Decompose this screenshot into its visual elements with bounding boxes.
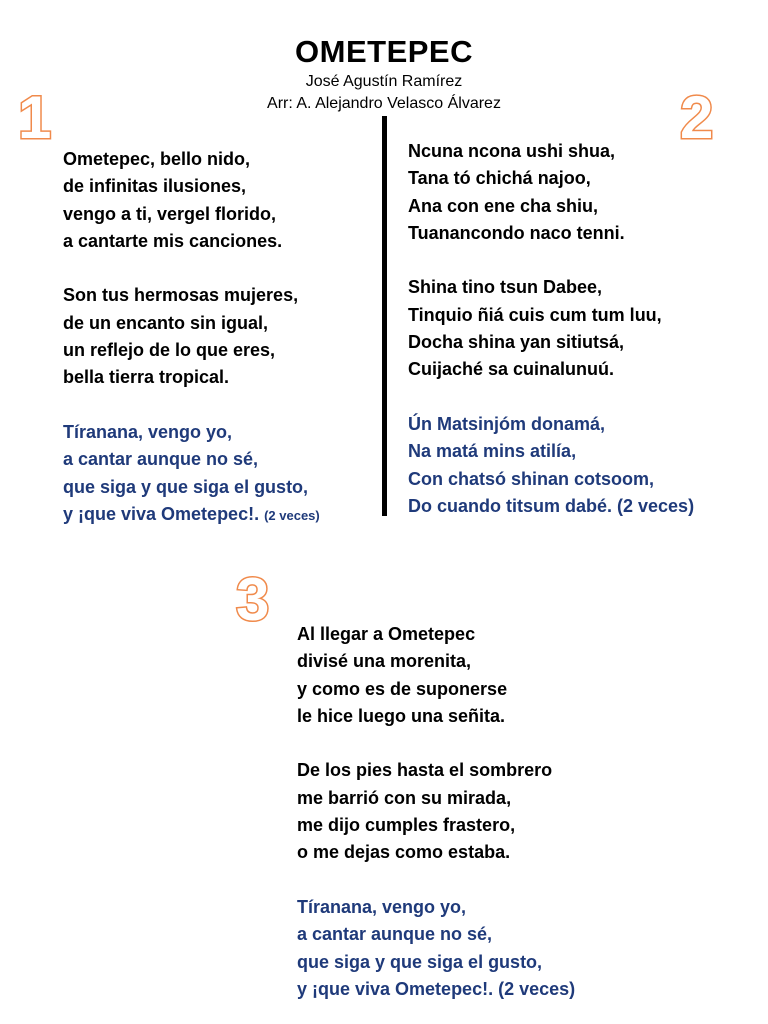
- lyrics-section-1: [63, 146, 320, 529]
- lyric-line: Tana tó chichá najoo,: [408, 168, 591, 189]
- chorus-line: que siga y que siga el gusto,: [63, 476, 309, 497]
- stanza-gap: [408, 247, 694, 274]
- section-number-1: 1: [18, 84, 52, 151]
- lyric-line: Tinquio ñiá cuis cum tum luu,: [408, 304, 662, 325]
- lyric-line: Ometepec, bello nido,: [63, 149, 251, 169]
- chorus-line: a cantar aunque no sé,: [63, 449, 259, 470]
- section-number-2: 2: [680, 84, 714, 151]
- chorus-line: que siga y que siga el gusto,: [297, 951, 543, 972]
- lyric-line: Ncuna ncona ushi shua,: [408, 141, 616, 161]
- chorus-line: a cantar aunque no sé,: [297, 924, 493, 945]
- chorus-line: Ún Matsinjóm donamá,: [408, 413, 606, 434]
- lyric-line: un reflejo de lo que eres,: [63, 340, 276, 361]
- stanza-gap: [297, 867, 575, 894]
- lyric-line: bella tierra tropical.: [63, 367, 230, 388]
- chorus-line-last: [63, 501, 320, 529]
- lyric-line: Ana con ene cha shiu,: [408, 195, 599, 216]
- lyric-line: y como es de suponerse: [297, 678, 508, 699]
- section-number-3: 3: [236, 566, 270, 633]
- lyrics-section-2: [408, 138, 694, 520]
- stanza-gap: [63, 255, 320, 282]
- lyric-line: me dijo cumples frastero,: [297, 815, 516, 836]
- lyric-line: vengo a ti, vergel florido,: [63, 203, 277, 224]
- song-arranger: Arr: A. Alejandro Velasco Álvarez: [267, 95, 501, 112]
- chorus-line: Con chatsó shinan cotsoom,: [408, 468, 655, 489]
- chorus-line: Do cuando titsum dabé. (2 veces): [408, 495, 695, 516]
- lyric-line: divisé una morenita,: [297, 651, 472, 672]
- chorus-line: Na matá mins atilía,: [408, 441, 577, 462]
- lyric-line: me barrió con su mirada,: [297, 787, 512, 808]
- chorus-line-text: y ¡que viva Ometepec!.: [63, 503, 260, 524]
- chorus-line: Tíranana, vengo yo,: [297, 896, 467, 917]
- lyric-line: de un encanto sin igual,: [63, 312, 269, 333]
- chorus-line: Tíranana, vengo yo,: [63, 421, 233, 442]
- lyric-line: Son tus hermosas mujeres,: [63, 285, 299, 306]
- lyric-line: a cantarte mis canciones.: [63, 230, 283, 251]
- repeat-note: (2 veces): [264, 507, 320, 523]
- column-divider: [382, 116, 387, 516]
- lyric-line: Tuanancondo naco tenni.: [408, 222, 625, 243]
- lyric-line: De los pies hasta el sombrero: [297, 760, 553, 781]
- lyric-line: Cuijaché sa cuinalunuú.: [408, 359, 615, 380]
- chorus-line: y ¡que viva Ometepec!. (2 veces): [297, 978, 576, 999]
- stanza-gap: [63, 392, 320, 419]
- lyrics-section-3: [297, 621, 575, 1003]
- lyric-line: Docha shina yan sitiutsá,: [408, 332, 625, 353]
- lyric-line: le hice luego una señita.: [297, 705, 506, 726]
- song-title: OMETEPEC: [295, 34, 473, 69]
- song-author: José Agustín Ramírez: [305, 73, 463, 90]
- lyric-line: Al llegar a Ometepec: [297, 624, 476, 644]
- stanza-gap: [408, 384, 694, 411]
- lyric-line: Shina tino tsun Dabee,: [408, 277, 603, 298]
- lyric-line: de infinitas ilusiones,: [63, 176, 247, 197]
- lyric-line: o me dejas como estaba.: [297, 842, 511, 863]
- stanza-gap: [297, 730, 575, 757]
